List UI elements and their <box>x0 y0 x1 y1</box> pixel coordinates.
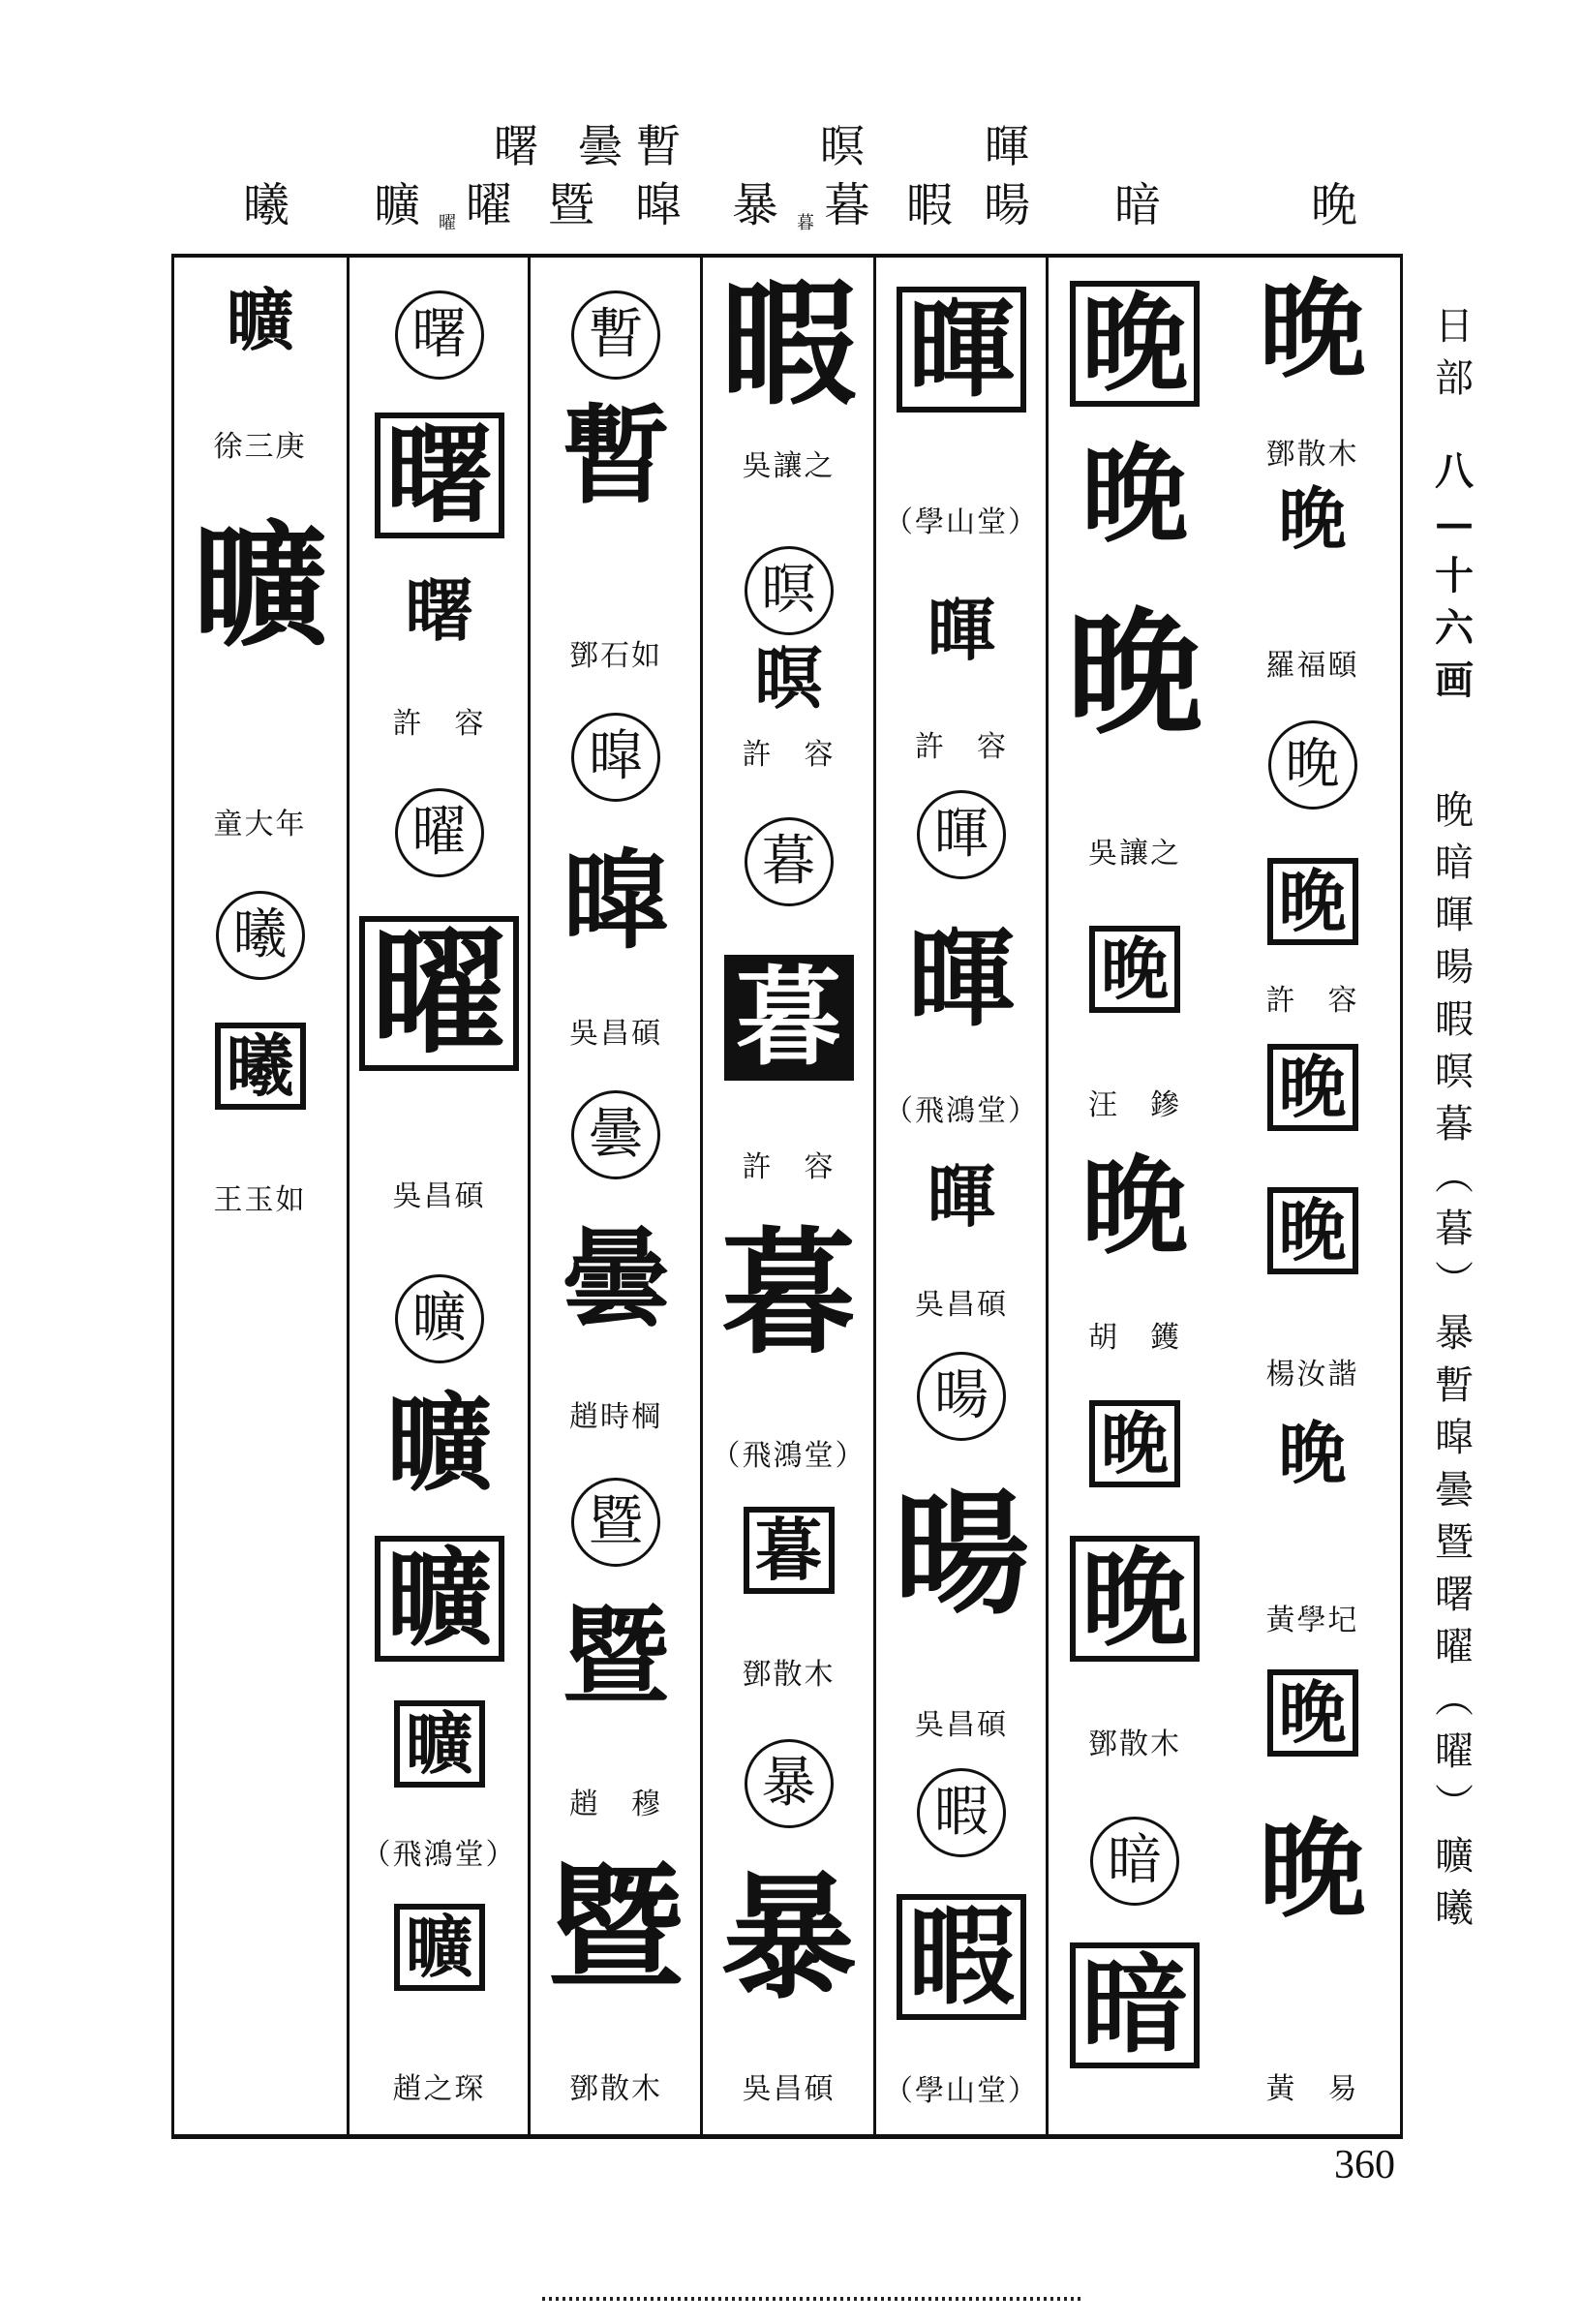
caption-text: 吳昌碩 <box>915 1708 1008 1742</box>
seal-impression <box>1048 1400 1222 1487</box>
circled-char: 曠 <box>395 1274 484 1363</box>
sidebar-char-list: 晚 暗 暉 暘 暇 暝 暮 ︵ 暮 ︶ 暴 暫 暭 曇 暨 曙 曜 ︵ 曜 ︶ 曠 曦 <box>1435 788 1474 1931</box>
caption-text: 鄧散木 <box>1088 1728 1181 1761</box>
seal-impression <box>875 1476 1048 1635</box>
artist-caption <box>702 2064 875 2107</box>
caption-text: 羅福頤 <box>1265 649 1359 683</box>
seal-glyph: 曜 <box>359 916 518 1071</box>
seal-glyph: 暗 <box>1070 1942 1200 2068</box>
caption-text: 吳讓之 <box>1088 837 1181 871</box>
seal-glyph: 暨 <box>547 1850 684 2008</box>
seal-glyph: 晚 <box>1089 926 1180 1013</box>
artist-caption <box>1048 829 1222 872</box>
sidebar-range: 八 — 十 六 画 <box>1435 448 1474 703</box>
circled-char: 暭 <box>571 713 660 802</box>
header-char: 曙 <box>494 120 538 172</box>
seal-impression <box>1222 1669 1403 1757</box>
seal-impression <box>702 265 875 424</box>
artist-caption <box>530 1780 702 1822</box>
seal-glyph: 暇 <box>897 1894 1026 2020</box>
seal-glyph: 晚 <box>1089 1400 1180 1487</box>
artist-caption <box>1048 1720 1222 1762</box>
seal-column <box>530 258 702 2134</box>
seal-impression <box>875 590 1048 670</box>
seal-impression <box>702 1507 875 1594</box>
artist-caption <box>171 1176 349 1218</box>
circled-headword <box>530 290 702 380</box>
seal-glyph: 晚 <box>1267 1044 1358 1131</box>
caption-text: （飛鴻堂） <box>361 1838 517 1872</box>
artist-caption <box>1222 430 1403 473</box>
seal-impression <box>875 1894 1048 2020</box>
artist-caption <box>530 1392 702 1435</box>
caption-text: 鄧散木 <box>1265 438 1359 472</box>
caption-text: 吳昌碩 <box>392 1179 486 1213</box>
artist-caption <box>875 1700 1048 1743</box>
artist-caption <box>349 1830 530 1873</box>
seal-impression <box>349 916 530 1071</box>
header-variant-tag: 曜 <box>439 213 456 233</box>
circled-char: 暴 <box>745 1739 834 1828</box>
circled-char: 暉 <box>917 790 1006 879</box>
seal-glyph: 曠 <box>375 1536 504 1662</box>
seal-glyph: 晚 <box>1267 1187 1358 1274</box>
artist-caption <box>349 2064 530 2107</box>
caption-text: （學山堂） <box>884 2074 1039 2108</box>
seal-impression <box>1222 1187 1403 1274</box>
seal-impression <box>1222 1413 1403 1493</box>
header-char: 晚 <box>1310 178 1358 232</box>
caption-text: 趙時棡 <box>569 1400 662 1434</box>
caption-text: 吳昌碩 <box>742 2072 836 2106</box>
sidebar-radical: 日 部 <box>1435 304 1474 401</box>
caption-text: （飛鴻堂） <box>711 1439 867 1473</box>
seal-glyph: 暮 <box>720 1214 857 1373</box>
seal-impression <box>1048 281 1222 407</box>
header-char: 暉 <box>985 120 1029 172</box>
seal-glyph: 暇 <box>720 265 857 424</box>
artist-caption <box>1222 2064 1403 2107</box>
seal-impression <box>349 570 530 651</box>
caption-text: （飛鴻堂） <box>884 1094 1039 1128</box>
circled-headword <box>702 546 875 635</box>
seal-glyph: 暝 <box>754 638 823 719</box>
caption-text: 趙 穆 <box>569 1788 662 1821</box>
caption-text: 許 容 <box>1265 984 1359 1018</box>
seal-impression <box>349 1536 530 1662</box>
seal-glyph: 晚 <box>1066 595 1202 753</box>
seal-impression <box>1048 432 1222 557</box>
header-char: 暭 <box>634 178 683 232</box>
circled-headword <box>875 1352 1048 1441</box>
caption-text: 王玉如 <box>213 1183 307 1217</box>
circled-char: 暗 <box>1090 1817 1179 1906</box>
seal-glyph: 晚 <box>1267 1669 1358 1757</box>
seal-impression <box>875 1156 1048 1237</box>
seal-glyph: 曠 <box>226 280 294 360</box>
artist-caption <box>702 1143 875 1185</box>
header-char: 暴 <box>731 178 779 232</box>
circled-headword <box>349 290 530 380</box>
seal-impression <box>875 916 1048 1041</box>
artist-caption <box>702 442 875 484</box>
seal-column <box>1222 258 1403 2134</box>
circled-char: 晚 <box>1268 720 1357 810</box>
header-char: 暮 <box>823 178 871 232</box>
circled-char: 曜 <box>395 788 484 877</box>
artist-caption <box>875 722 1048 765</box>
seal-impression <box>530 393 702 518</box>
seal-impression <box>702 638 875 719</box>
artist-caption <box>875 1280 1048 1323</box>
seal-glyph: 暮 <box>744 1507 835 1594</box>
seal-impression <box>171 507 349 666</box>
seal-glyph: 暫 <box>563 393 669 518</box>
caption-text: 汪 鏒 <box>1088 1088 1181 1122</box>
circled-headword <box>349 1274 530 1363</box>
seal-impression <box>1048 1536 1222 1662</box>
seal-impression <box>702 1859 875 2018</box>
seal-glyph: 暴 <box>720 1859 857 2018</box>
seal-glyph: 晚 <box>1070 1536 1200 1662</box>
circled-char: 曇 <box>571 1090 660 1179</box>
seal-glyph: 曙 <box>375 413 504 538</box>
artist-caption <box>702 730 875 773</box>
circled-char: 暮 <box>745 817 834 906</box>
seal-glyph: 晚 <box>1278 478 1347 559</box>
caption-text: 童大年 <box>213 808 307 841</box>
circled-char: 曙 <box>395 290 484 380</box>
circled-headword <box>1222 720 1403 810</box>
seal-impression <box>171 1023 349 1110</box>
seal-glyph: 暘 <box>893 1476 1029 1635</box>
header-char: 暝 <box>820 120 865 172</box>
artist-caption <box>1222 641 1403 684</box>
seal-impression <box>1048 595 1222 753</box>
caption-text: 黃 易 <box>1265 2072 1359 2106</box>
artist-caption <box>702 1431 875 1474</box>
caption-text: 許 容 <box>742 738 836 772</box>
seal-glyph: 暭 <box>563 839 669 963</box>
header-char: 曠 <box>373 178 421 232</box>
seal-impression <box>530 1850 702 2008</box>
artist-caption <box>530 2064 702 2107</box>
header-char: 暘 <box>983 178 1031 232</box>
artist-caption <box>349 1172 530 1214</box>
seal-column <box>875 258 1048 2134</box>
seal-glyph: 晚 <box>1081 432 1188 557</box>
circled-headword <box>349 788 530 877</box>
artist-caption <box>171 800 349 842</box>
seal-impression <box>349 1381 530 1506</box>
circled-headword <box>702 1739 875 1828</box>
seal-glyph: 暉 <box>928 1156 995 1237</box>
circled-char: 暝 <box>745 546 834 635</box>
seal-column <box>171 258 349 2134</box>
seal-impression <box>349 413 530 538</box>
seal-glyph: 暨 <box>563 1594 669 1719</box>
seal-impression <box>1222 1044 1403 1131</box>
seal-impression <box>530 1594 702 1719</box>
circled-headword <box>171 891 349 980</box>
page-number: 360 <box>1334 2143 1395 2187</box>
seal-glyph: 暉 <box>897 287 1026 413</box>
artist-caption <box>1048 1313 1222 1356</box>
seal-column <box>702 258 875 2134</box>
caption-text: 鄧散木 <box>569 2072 662 2106</box>
circled-headword <box>702 817 875 906</box>
caption-text: 許 容 <box>742 1150 836 1184</box>
seal-glyph: 曦 <box>215 1023 306 1110</box>
seal-glyph: 晚 <box>1278 1413 1347 1493</box>
artist-caption <box>1048 1081 1222 1123</box>
caption-text: 許 容 <box>915 730 1008 764</box>
artist-caption <box>1222 1350 1403 1392</box>
seal-glyph: 曠 <box>385 1381 493 1506</box>
seal-impression <box>171 280 349 360</box>
circled-headword <box>875 1768 1048 1857</box>
seal-impression <box>875 287 1048 413</box>
header-char: 暇 <box>905 178 954 232</box>
seal-glyph: 曙 <box>405 570 473 651</box>
artist-caption <box>1222 1596 1403 1638</box>
circled-headword <box>530 1090 702 1179</box>
seal-impression <box>530 1216 702 1341</box>
seal-glyph: 暮 <box>724 955 854 1081</box>
circled-char: 暨 <box>571 1478 660 1567</box>
artist-caption <box>702 1650 875 1693</box>
seal-impression <box>1048 1144 1222 1269</box>
circled-char: 暘 <box>917 1352 1006 1441</box>
seal-glyph: 暉 <box>928 590 995 670</box>
seal-impression <box>1222 1807 1403 1932</box>
seal-impression <box>702 1214 875 1373</box>
caption-text: （學山堂） <box>884 505 1039 539</box>
seal-glyph: 曇 <box>563 1216 669 1341</box>
circled-char: 曦 <box>216 891 305 980</box>
seal-impression <box>702 955 875 1081</box>
seal-impression <box>1222 478 1403 559</box>
seal-glyph: 晚 <box>1259 267 1366 392</box>
seal-impression <box>1222 858 1403 945</box>
artist-caption <box>349 699 530 742</box>
seal-glyph: 曠 <box>394 1700 485 1788</box>
caption-text: 黃學圮 <box>1265 1604 1359 1637</box>
circled-char: 暫 <box>571 290 660 380</box>
header-char: 暨 <box>547 178 595 232</box>
artist-caption <box>1222 976 1403 1019</box>
seal-impression <box>1048 1942 1222 2068</box>
header-char: 暫 <box>636 120 681 172</box>
circled-headword <box>530 713 702 802</box>
caption-text: 趙之琛 <box>392 2072 486 2106</box>
header-variant-tag: 暮 <box>797 213 814 233</box>
seal-glyph: 暉 <box>908 916 1015 1041</box>
artist-caption <box>875 2066 1048 2109</box>
artist-caption <box>530 1009 702 1052</box>
seal-glyph: 曠 <box>192 507 328 666</box>
seal-impression <box>530 839 702 963</box>
caption-text: 許 容 <box>392 707 486 741</box>
seal-glyph: 晚 <box>1259 1807 1366 1932</box>
seal-glyph: 晚 <box>1070 281 1200 407</box>
circled-headword <box>1048 1817 1222 1906</box>
seal-impression <box>1222 267 1403 392</box>
seal-impression <box>1048 926 1222 1013</box>
caption-text: 鄧散木 <box>742 1658 836 1692</box>
seal-column <box>349 258 530 2134</box>
caption-text: 楊汝諧 <box>1265 1358 1359 1391</box>
artist-caption <box>875 498 1048 540</box>
caption-text: 吳昌碩 <box>915 1288 1008 1322</box>
caption-text: 吳昌碩 <box>569 1017 662 1051</box>
seal-glyph: 晚 <box>1267 858 1358 945</box>
circled-headword <box>875 790 1048 879</box>
scan-noise <box>542 2297 1084 2301</box>
seal-glyph: 晚 <box>1081 1144 1188 1269</box>
caption-text: 徐三庚 <box>213 430 307 464</box>
header-char: 曦 <box>242 178 290 232</box>
header-char: 曜 <box>465 178 513 232</box>
seal-column <box>1048 258 1222 2134</box>
circled-char: 暇 <box>917 1768 1006 1857</box>
artist-caption <box>875 1086 1048 1129</box>
caption-text: 吳讓之 <box>742 449 836 483</box>
artist-caption <box>530 631 702 674</box>
circled-headword <box>530 1478 702 1567</box>
seal-impression <box>349 1700 530 1788</box>
caption-text: 鄧石如 <box>569 639 662 673</box>
seal-glyph: 曠 <box>394 1904 485 1991</box>
artist-caption <box>171 422 349 465</box>
caption-text: 胡 鑊 <box>1088 1321 1181 1355</box>
header-char: 暗 <box>1113 178 1162 232</box>
seal-impression <box>349 1904 530 1991</box>
header-char: 曇 <box>578 120 623 172</box>
seal-table <box>171 254 1403 2139</box>
